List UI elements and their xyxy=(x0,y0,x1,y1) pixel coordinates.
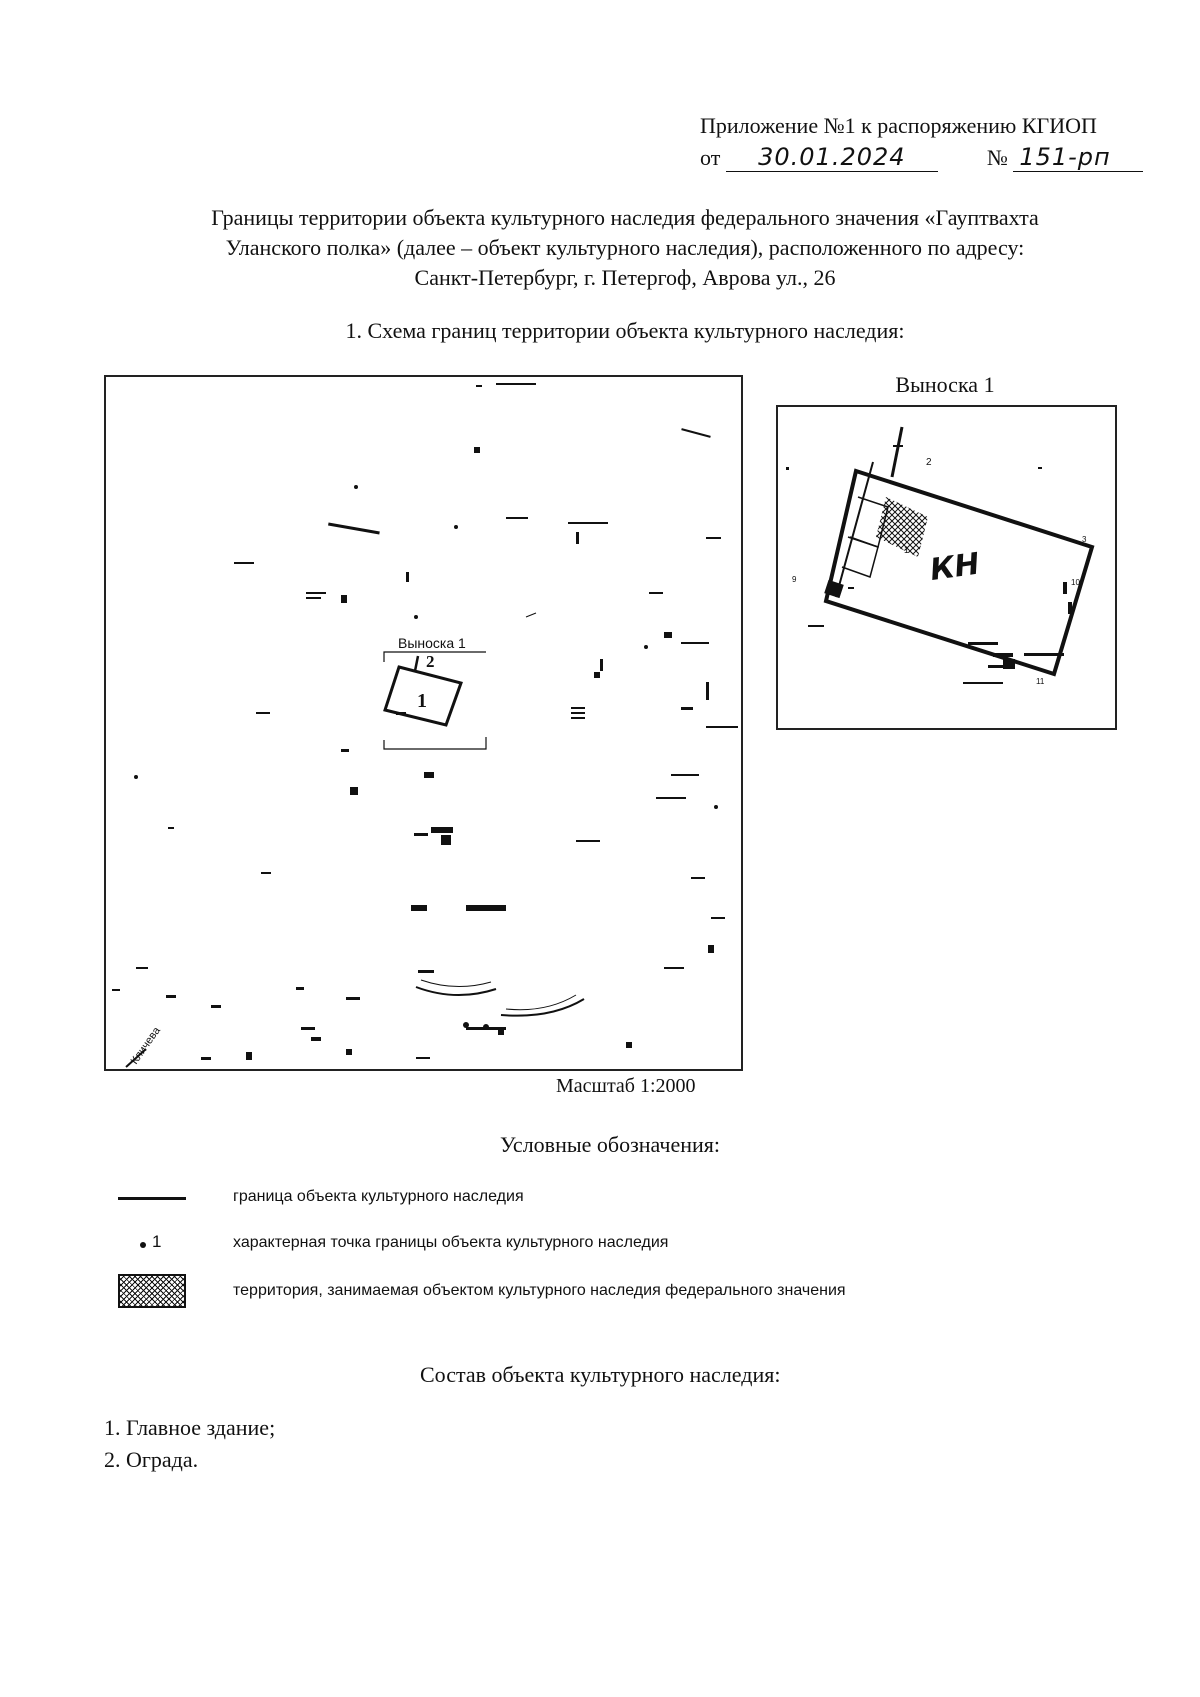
point-label: 2 xyxy=(426,652,435,671)
date-prefix: от xyxy=(700,145,721,170)
decree-date: 30.01.2024 xyxy=(726,143,938,172)
boundary-scheme-map xyxy=(104,375,743,1071)
callout-point-2: 2 xyxy=(926,457,932,468)
street-label: Кличева xyxy=(128,1024,163,1067)
composition-item: 2. Ограда. xyxy=(104,1447,199,1472)
title-line-3: Санкт-Петербург, г. Петергоф, Аврова ул., 26 xyxy=(414,265,836,290)
callout-point-11: 11 xyxy=(1036,677,1045,686)
object-label: 1 xyxy=(417,690,427,712)
decree-date-line xyxy=(700,143,1143,172)
point-symbol xyxy=(115,1226,190,1262)
boundary-line-symbol xyxy=(115,1180,190,1216)
legend-label: характерная точка границы объекта культурного наследия xyxy=(233,1234,669,1251)
building-mark: КН xyxy=(927,546,982,589)
legend-item-boundary xyxy=(115,1180,1075,1220)
callout-point-10: 10 xyxy=(1071,578,1080,587)
legend-label: территория, занимаемая объектом культурного наследия федерального значения xyxy=(233,1282,846,1299)
legend-title: Условные обозначения: xyxy=(500,1132,721,1157)
section-heading: 1. Схема границ территории объекта культурного наследия: xyxy=(345,318,905,343)
composition-item: 1. Главное здание; xyxy=(104,1415,276,1440)
composition-title: Состав объекта культурного наследия: xyxy=(420,1362,781,1387)
hatch-symbol xyxy=(115,1274,190,1310)
title-line-2: Уланского полка» (далее – объект культурного наследия), расположенного по адресу: xyxy=(225,235,1025,260)
point-symbol-number: 1 xyxy=(152,1232,162,1251)
callout-label: Выноска 1 xyxy=(398,635,466,651)
callout-point-1: 1 xyxy=(904,545,910,555)
map-background-features xyxy=(112,383,738,1067)
fence-segment xyxy=(415,656,418,671)
appendix-header: Приложение №1 к распоряжению КГИОП xyxy=(700,113,1097,138)
title-line-1: Границы территории объекта культурного наследия федерального значения «Гауптвахта xyxy=(211,205,1039,230)
decree-number: 151-рп xyxy=(1013,143,1143,172)
callout-point-9: 9 xyxy=(792,575,797,584)
callout-title: Выноска 1 xyxy=(895,372,995,397)
callout-point-3: 3 xyxy=(1082,535,1087,544)
number-prefix: № xyxy=(986,145,1008,170)
legend-label: граница объекта культурного наследия xyxy=(233,1188,524,1205)
scale-label: Масштаб 1:2000 xyxy=(556,1075,696,1097)
legend-item-territory xyxy=(115,1274,1075,1314)
callout-map xyxy=(776,405,1117,730)
legend-item-point xyxy=(115,1226,1075,1266)
document-title xyxy=(100,203,1150,293)
